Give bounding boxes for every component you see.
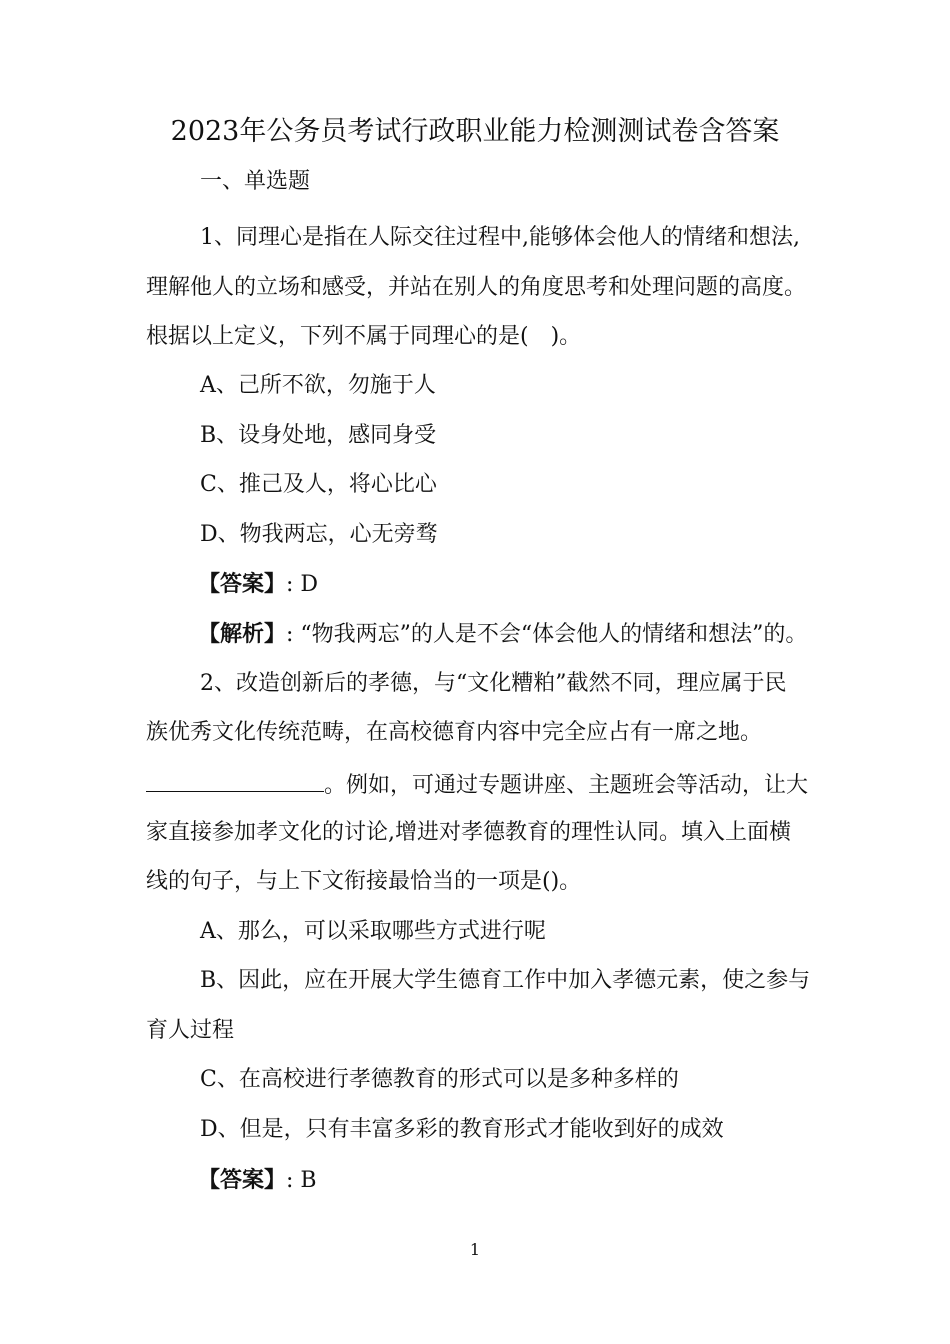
question-2-option-b-line-2: 育人过程 — [146, 1018, 235, 1043]
question-2-text-line-3-rest: 。例如，可通过专题讲座、主题班会等活动，让大 — [324, 773, 809, 798]
analysis-text: : “物我两忘”的人是不会“体会他人的情绪和想法”的。 — [286, 622, 808, 647]
question-1-option-a: A、己所不欲，勿施于人 — [200, 373, 436, 398]
question-1-option-d: D、物我两忘，心无旁骛 — [200, 522, 438, 547]
answer-value: : B — [286, 1168, 317, 1193]
fill-in-blank — [146, 767, 324, 792]
question-2-text-line-3 — [146, 767, 808, 802]
question-1-option-b: B、设身处地，感同身受 — [200, 423, 437, 448]
document-title: 2023年公务员考试行政职业能力检测测试卷含答案 — [170, 116, 780, 147]
question-1-text-line-3: 根据以上定义，下列不属于同理心的是( )。 — [146, 324, 582, 349]
page-number: 1 — [469, 1240, 481, 1259]
answer-value: : D — [286, 572, 319, 597]
question-2-option-b-line-1: B、因此，应在开展大学生德育工作中加入孝德元素，使之参与 — [200, 968, 811, 993]
question-1-option-c: C、推己及人，将心比心 — [200, 472, 437, 497]
question-1-text-line-1: 1、同理心是指在人际交往过程中,能够体会他人的情绪和想法, — [200, 225, 800, 250]
question-1-analysis — [198, 618, 807, 651]
question-2-text-line-1: 2、改造创新后的孝德，与“文化糟粕”截然不同，理应属于民 — [200, 671, 787, 696]
question-2-text-line-5: 线的句子，与上下文衔接最恰当的一项是()。 — [146, 869, 582, 894]
question-2-option-d: D、但是，只有丰富多彩的教育形式才能收到好的成效 — [200, 1117, 724, 1142]
section-heading: 一、单选题 — [200, 169, 311, 194]
question-2-answer — [198, 1164, 317, 1197]
question-2-option-c: C、在高校进行孝德教育的形式可以是多种多样的 — [200, 1067, 679, 1092]
question-1-answer — [198, 568, 318, 601]
question-2-option-a: A、那么，可以采取哪些方式进行呢 — [200, 919, 546, 944]
question-2-text-line-2: 族优秀文化传统范畴，在高校德育内容中完全应占有一席之地。 — [146, 720, 763, 745]
answer-label: 【答案】 — [198, 571, 287, 597]
question-2-text-line-4: 家直接参加孝文化的讨论,增进对孝德教育的理性认同。填入上面横 — [146, 820, 791, 845]
analysis-label: 【解析】 — [198, 621, 287, 647]
answer-label: 【答案】 — [198, 1167, 287, 1193]
question-1-text-line-2: 理解他人的立场和感受，并站在别人的角度思考和处理问题的高度。 — [146, 275, 807, 300]
